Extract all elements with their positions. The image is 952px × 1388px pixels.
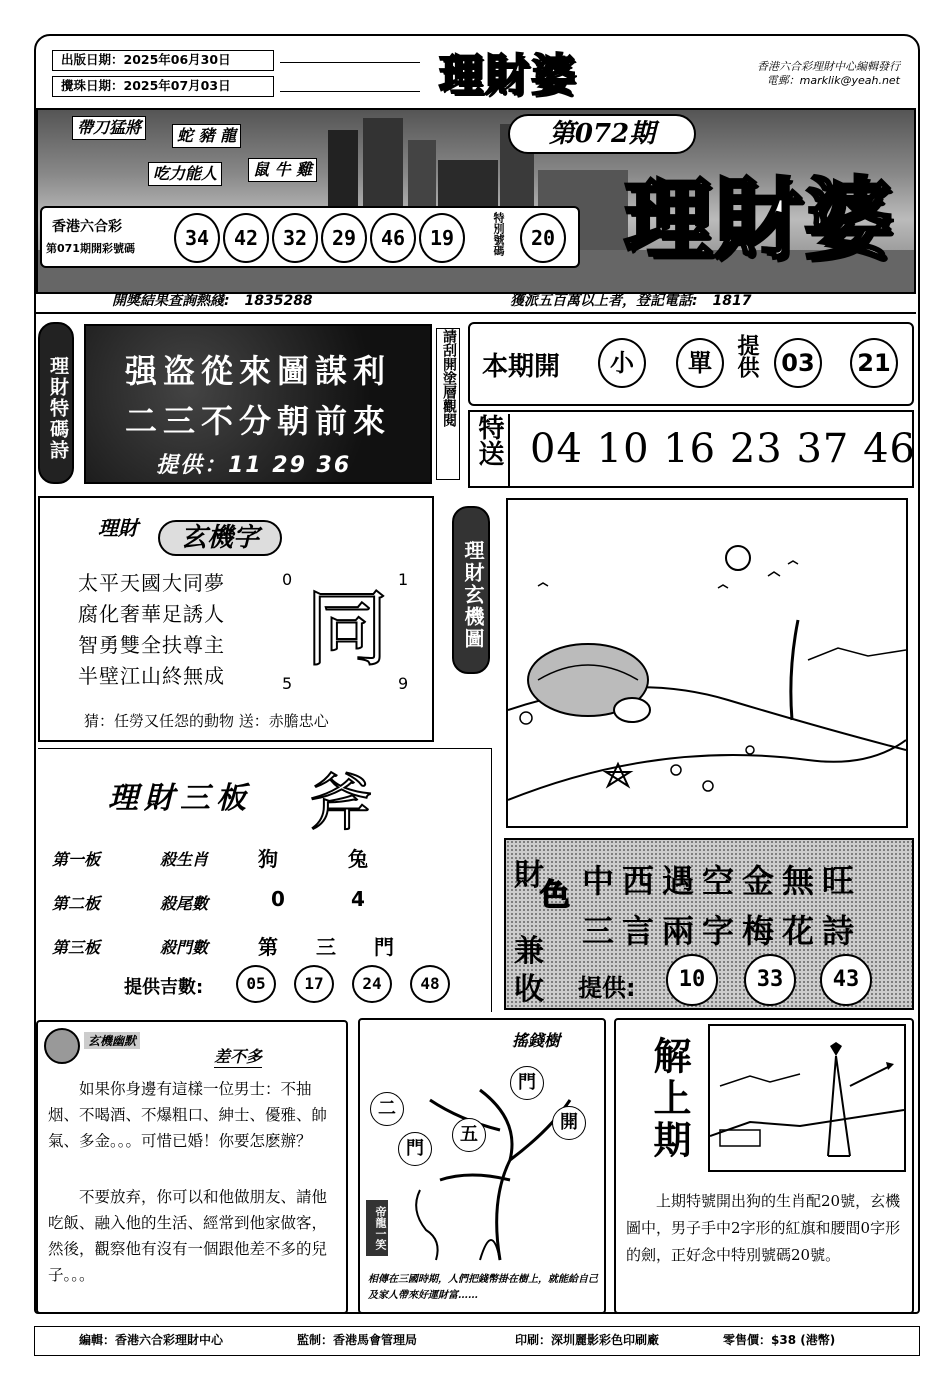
divider (36, 312, 916, 314)
lucky-ball: 48 (410, 965, 450, 1003)
mystery-word-box (38, 496, 434, 742)
footer (34, 1326, 920, 1356)
result-ball: 34 (174, 213, 220, 263)
big-title: 理財婆 (623, 167, 894, 271)
mystery-picture (506, 498, 908, 828)
plum-line-2: 三言兩字梅花詩 (582, 912, 863, 950)
row-action: 殺生肖 (160, 850, 209, 869)
mystery-picture-label: 理財玄機圖 (452, 506, 490, 674)
lucky-ball: 24 (352, 965, 392, 1003)
row-v2: 兔 (348, 847, 368, 871)
tree-tag: 帝龍一笑 (366, 1200, 388, 1256)
slogan-1: 帶刀猛將 (72, 116, 146, 140)
last-issue-box (614, 1018, 914, 1314)
three-axes-title: 理財三板 (108, 781, 252, 816)
slogan-1-animals: 蛇 豬 龍 (172, 124, 241, 148)
tree-fruit: 門 (398, 1132, 432, 1166)
slogan-2-animals: 鼠 牛 雞 (248, 158, 317, 182)
hotline-right (510, 290, 751, 310)
result-box (40, 206, 580, 268)
plum-line-1: 中西遇空金無旺 (582, 862, 863, 900)
tree-fruit: 五 (452, 1118, 486, 1152)
draw-date: 攪珠日期：2025年07月03日 (52, 76, 274, 97)
gift-numbers: 04 10 16 23 37 46 (530, 426, 916, 472)
money-tree-box (358, 1018, 606, 1314)
plum-provide-label: 提供: (578, 974, 636, 1002)
row-v1: 0 (271, 887, 285, 911)
plum-side-2: 色 (540, 878, 570, 913)
result-ball: 19 (419, 213, 465, 263)
row-label: 第三板 (52, 938, 101, 957)
row-v3: 門 (374, 935, 394, 959)
mystery-line: 智勇雙全扶尊主 (78, 633, 225, 657)
footer-price: 零售價：$38 (港幣) (723, 1333, 836, 1347)
lucky-ball: 05 (236, 965, 276, 1003)
result-ball: 46 (370, 213, 416, 263)
tree-fruit: 二 (370, 1092, 404, 1126)
money-tree-title: 搖錢樹 (512, 1031, 561, 1050)
row-v1: 第 (258, 935, 278, 959)
plum-side-3: 兼 (514, 934, 544, 969)
header-contact (640, 60, 900, 88)
hotline-left (112, 290, 313, 310)
turtle-beach-drawing (508, 500, 906, 826)
mystery-line: 半壁江山終無成 (78, 664, 225, 688)
scratch-note: 請刮開塗層觀閱 (436, 328, 460, 480)
gift-label: 特送 (474, 414, 510, 486)
plum-poem-box (504, 838, 914, 1010)
mystery-brand: 理財 (98, 516, 138, 540)
row-v2: 4 (351, 887, 365, 911)
row-action: 殺門數 (160, 938, 209, 957)
corner-tr: 1 (398, 570, 409, 589)
pick-size: 小 (598, 338, 646, 388)
corner-tl: 0 (282, 570, 293, 589)
corner-br: 9 (398, 674, 409, 693)
gift-box (468, 410, 914, 488)
row-label: 第二板 (52, 894, 101, 913)
special-poem (84, 324, 432, 484)
three-axes-box (38, 748, 492, 1012)
humor-paragraph-2: 不要放弃，你可以和他做朋友、請他吃飯、融入他的生活、經常到他家做客，然後，觀察他有沒有一個跟他差不多的兒子。。。 (48, 1188, 328, 1284)
humor-paragraph-1: 如果你身邊有這樣一位男士：不抽烟、不喝酒、不爆粗口、紳士、優雅、帥氣、多金。。。可惜已婚！你要怎麽辦？ (48, 1080, 328, 1150)
poem-line-1: 强盗從來圖謀利 (124, 352, 391, 390)
tree-fruit: 開 (552, 1106, 586, 1140)
result-ball: 29 (321, 213, 367, 263)
provide-num-1: 03 (774, 338, 822, 388)
humor-badge: 玄機幽默 (84, 1032, 140, 1049)
last-issue-drawing (708, 1024, 906, 1172)
header-logo: 理財婆 (439, 50, 577, 101)
lucky-ball: 17 (294, 965, 334, 1003)
footer-editor: 編輯：香港六合彩理財中心 (79, 1333, 224, 1347)
footer-supervisor: 監制：香港馬會管理局 (297, 1333, 418, 1347)
provide-label: 提供 (734, 334, 760, 378)
tree-caption: 相傳在三國時期，人們把錢幣掛在樹上，就能給自己及家人帶來好運財富…… (368, 1274, 598, 1301)
result-ball: 42 (223, 213, 269, 263)
this-issue-box (468, 322, 914, 406)
row-label: 第一板 (52, 850, 101, 869)
last-issue-title: 解上期 (647, 1036, 692, 1162)
poem-provide: 提供：11 29 36 (156, 453, 352, 478)
humor-title: 差不多 (214, 1044, 262, 1068)
mystery-riddle: 猜：任勞又任怨的動物 送：赤膽忠心 (84, 712, 329, 730)
special-ball: 20 (520, 213, 566, 263)
mystery-line: 腐化奢華足誘人 (78, 602, 225, 626)
poem-line-2: 二三不分朝前來 (124, 402, 391, 440)
result-label-2: 第071期開彩號碼 (46, 242, 135, 255)
tree-fruit: 門 (510, 1066, 544, 1100)
row-v1: 狗 (258, 847, 278, 871)
plum-ball: 43 (820, 954, 872, 1006)
plum-ball: 33 (744, 954, 796, 1006)
row-action: 殺尾數 (160, 894, 209, 913)
slogan-2: 吃力能人 (148, 162, 222, 186)
mystery-lines (78, 568, 225, 692)
contact-line1: 香港六合彩理財中心編輯發行 (757, 60, 900, 73)
pick-parity: 單 (676, 338, 724, 388)
contact-line2: 電郵：marklik@yeah.net (766, 74, 900, 87)
hotline-left-value: 1835288 (244, 293, 313, 309)
publish-date: 出版日期：2025年06月30日 (52, 50, 274, 71)
this-issue-label: 本期開 (482, 352, 561, 382)
special-label: 特別號碼 (492, 212, 505, 256)
plum-ball: 10 (666, 954, 718, 1006)
axe-char: 斧 (310, 766, 373, 839)
provide-num-2: 21 (850, 338, 898, 388)
special-poem-label: 理財特碼詩 (38, 322, 74, 484)
mystery-line: 太平天國大同夢 (78, 571, 225, 595)
issue-number: 第072期 (508, 114, 696, 154)
plum-side-4: 收 (514, 972, 544, 1007)
humor-box (36, 1020, 348, 1314)
hotline-right-label: 獲派五百萬以上者，登記電話: (510, 293, 698, 309)
corner-bl: 5 (282, 674, 293, 693)
hotline-left-label: 開獎結果查詢熱綫: (112, 293, 230, 309)
plum-side-1: 財 (514, 858, 544, 893)
mystery-char: 同 (304, 580, 389, 678)
mystery-title: 玄機字 (158, 520, 282, 556)
header-divider (280, 62, 420, 92)
footer-printer: 印刷：深圳麗影彩色印刷廠 (515, 1333, 660, 1347)
hotline-right-value: 1817 (712, 293, 752, 309)
humor-avatar (44, 1028, 80, 1064)
result-ball: 32 (272, 213, 318, 263)
last-issue-text: 上期特號開出狗的生肖配20號，玄機圖中，男子手中2字形的紅旗和腰間0字形的劍，正好念中特別號碼20號。 (626, 1192, 901, 1264)
result-label-1: 香港六合彩 (52, 219, 122, 235)
lucky-label: 提供吉數: (124, 977, 204, 998)
row-v2: 三 (316, 935, 336, 959)
